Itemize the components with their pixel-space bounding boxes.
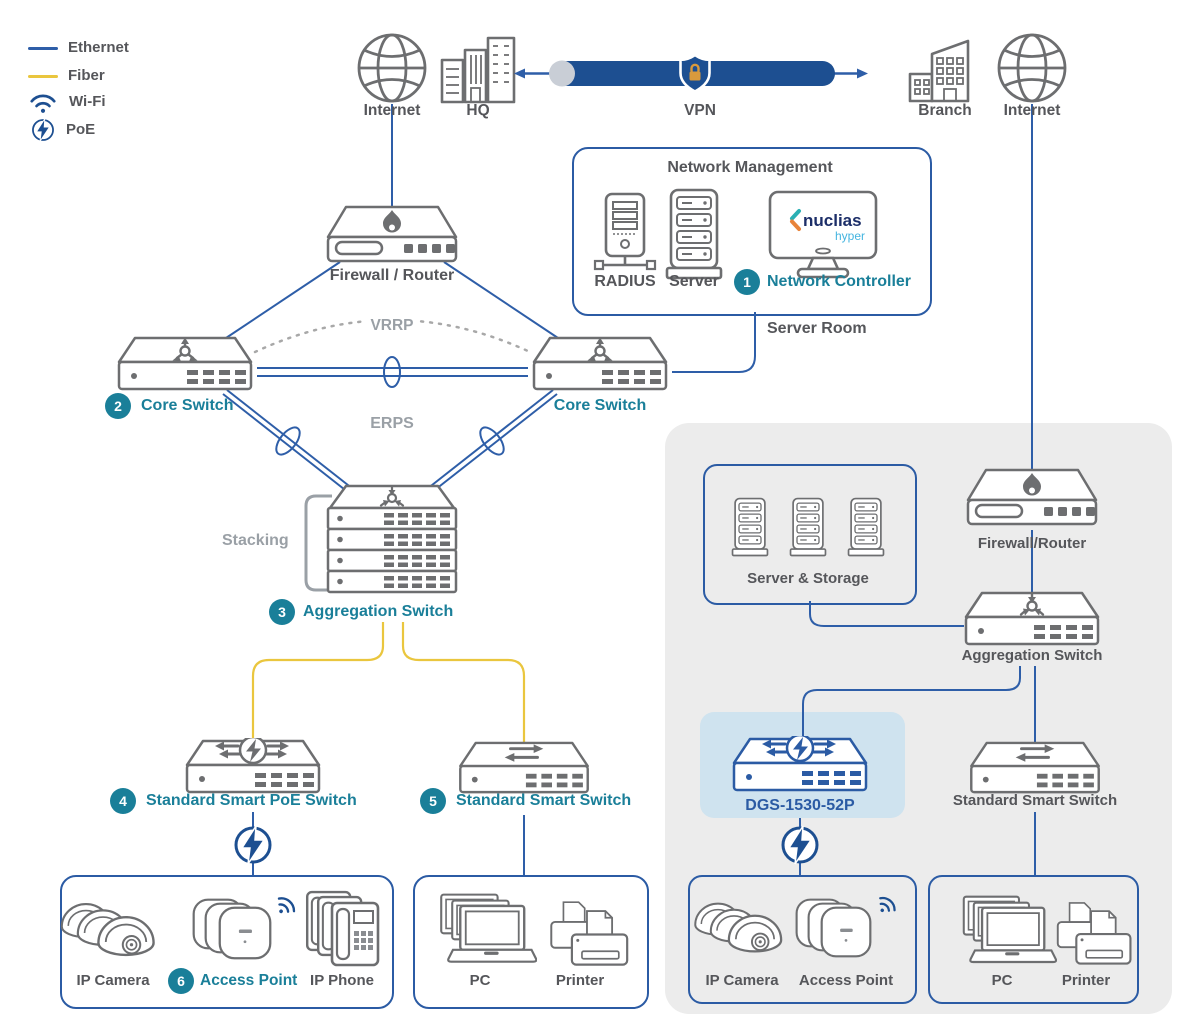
badge-6: 6 xyxy=(168,968,194,994)
aggregation-switch-stack-icon xyxy=(302,484,462,602)
branch-building-icon xyxy=(908,34,982,104)
hq-building-icon xyxy=(440,36,516,106)
legend-label: PoE xyxy=(66,121,96,138)
branch-aggregation-label: Aggregation Switch xyxy=(961,647,1103,664)
badge-2: 2 xyxy=(105,393,131,419)
branch-ip-camera-label: IP Camera xyxy=(705,972,779,989)
badge-5: 5 xyxy=(420,788,446,814)
legend-item-wifi xyxy=(27,91,106,113)
badge-4: 4 xyxy=(110,788,136,814)
legend-item-poe xyxy=(30,119,95,141)
vpn-label: VPN xyxy=(684,102,716,119)
stacking-label: Stacking xyxy=(222,532,289,549)
legend-label: Fiber xyxy=(68,67,105,84)
dgs-label: DGS-1530-52P xyxy=(745,797,855,814)
pc-stack-icon xyxy=(425,893,537,973)
server-rack-icon xyxy=(844,488,888,568)
printer-stack-icon xyxy=(530,896,634,974)
server-storage-label: Server & Storage xyxy=(747,570,869,587)
poe-switch-label: Standard Smart PoE Switch xyxy=(146,792,357,809)
ip-camera-label: IP Camera xyxy=(76,972,150,989)
core-switch-left-label: Core Switch xyxy=(141,397,234,414)
legend-label: Wi-Fi xyxy=(69,93,106,110)
smart-switch-icon xyxy=(454,740,594,796)
internet-globe-icon xyxy=(356,32,428,104)
core-switch-left-icon xyxy=(115,335,255,393)
internet-right-label: Internet xyxy=(1003,102,1061,119)
erps-label: ERPS xyxy=(370,415,414,432)
branch-printer-label: Printer xyxy=(1061,972,1111,989)
network-management-title: Network Management xyxy=(667,159,833,176)
poe-inline-icon xyxy=(778,823,822,867)
fiber-line-swatch xyxy=(28,75,58,78)
aggregation-switch-label: Aggregation Switch xyxy=(303,603,454,620)
server-rack-icon xyxy=(786,488,830,568)
branch-aggregation-switch-icon xyxy=(962,590,1102,648)
core-switch-right-label: Core Switch xyxy=(553,397,647,414)
server-rack-icon xyxy=(728,488,772,568)
printer-label: Printer xyxy=(555,972,605,989)
wifi-icon xyxy=(27,90,59,114)
core-switch-right-icon xyxy=(530,335,670,393)
hq-label: HQ xyxy=(466,102,490,119)
branch-pc-label: PC xyxy=(991,972,1013,989)
branch-printer-stack-icon xyxy=(1037,897,1137,973)
radius-server-icon xyxy=(590,192,660,282)
network-controller-label: Network Controller xyxy=(767,273,912,290)
internet-left-label: Internet xyxy=(363,102,421,119)
badge-1: 1 xyxy=(734,269,760,295)
poe-inline-icon xyxy=(231,823,275,867)
dgs-1530-52p-icon xyxy=(730,736,870,794)
access-point-stack-icon xyxy=(192,890,296,970)
branch-firewall-router-icon xyxy=(962,468,1102,530)
branch-ip-camera-stack-icon xyxy=(690,896,796,968)
poe-switch-icon xyxy=(183,738,323,796)
branch-smart-switch-label: Standard Smart Switch xyxy=(952,792,1118,809)
ip-phone-stack-icon xyxy=(296,890,390,970)
internet-globe-icon xyxy=(996,32,1068,104)
server-room-label: Server Room xyxy=(767,320,867,337)
vrrp-label: VRRP xyxy=(364,316,419,336)
hq-firewall-label: Firewall / Router xyxy=(329,267,455,284)
legend-label: Ethernet xyxy=(68,39,129,56)
ethernet-line-swatch xyxy=(28,47,58,50)
legend-item-fiber xyxy=(28,65,105,87)
vpn-tunnel-icon xyxy=(510,53,870,97)
legend-item-ethernet xyxy=(28,37,129,59)
radius-label: RADIUS xyxy=(594,273,656,290)
ip-camera-stack-icon xyxy=(56,896,170,970)
branch-label: Branch xyxy=(918,102,972,119)
access-point-label: Access Point xyxy=(200,972,298,989)
badge-3: 3 xyxy=(269,599,295,625)
branch-access-point-label: Access Point xyxy=(798,972,894,989)
pc-label: PC xyxy=(469,972,491,989)
server-rack-icon xyxy=(660,188,728,283)
branch-smart-switch-icon xyxy=(965,740,1105,796)
nuclias-controller-monitor-icon xyxy=(768,190,878,282)
branch-access-point-stack-icon xyxy=(795,890,897,968)
hq-firewall-router-icon xyxy=(322,205,462,267)
branch-firewall-label: Firewall/Router xyxy=(977,535,1087,552)
fiber-links xyxy=(253,622,524,742)
smart-switch-label: Standard Smart Switch xyxy=(456,792,632,809)
ip-phone-label: IP Phone xyxy=(310,972,374,989)
server-label: Server xyxy=(669,273,719,290)
poe-icon xyxy=(30,117,56,143)
